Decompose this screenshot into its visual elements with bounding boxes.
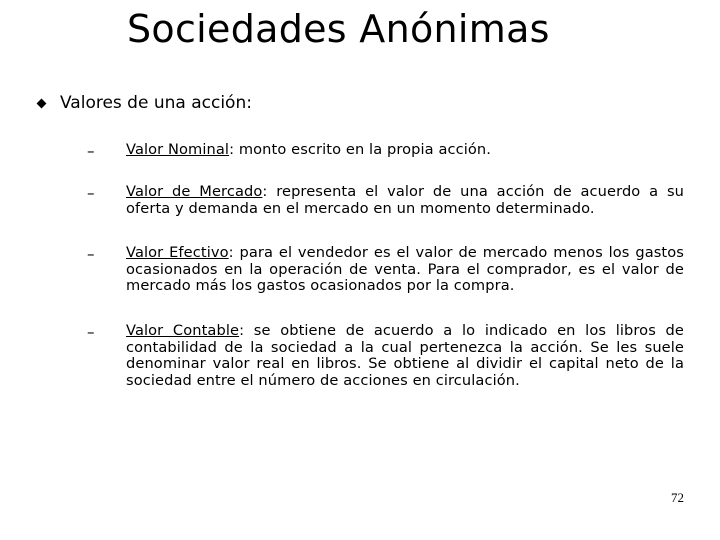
term-description: : para el vendedor es el valor de mercado menos los gastos ocasionados en la operación de venta. Para el comprador, es el valor de mercado más los gastos ocasionados por la compra. bbox=[126, 244, 684, 294]
diamond-bullet-icon bbox=[37, 98, 47, 108]
term-description: : se obtiene de acuerdo a lo indicado en los libros de contabilidad de la sociedad a la cual pertenezca la acción. Se les suele denominar valor real en libros. Se obtiene al dividir el capital neto de la sociedad entre el número de acciones en circulación. bbox=[126, 322, 684, 389]
term-label: Valor Efectivo bbox=[126, 244, 229, 261]
main-bullet-text: Valores de una acción: bbox=[60, 93, 252, 113]
main-bullet bbox=[38, 90, 252, 116]
term-label: Valor de Mercado bbox=[126, 183, 263, 200]
term-label: Valor Contable bbox=[126, 322, 240, 339]
term-label: Valor Nominal bbox=[126, 141, 230, 158]
list-item-text bbox=[126, 323, 684, 389]
page-number: 72 bbox=[671, 490, 684, 505]
term-description: : monto escrito en la propia acción. bbox=[229, 141, 492, 158]
term-description: : representa el valor de una acción de acuerdo a su oferta y demanda en el mercado en un momento determinado. bbox=[126, 183, 685, 217]
slide-title: Sociedades Anónimas bbox=[127, 7, 550, 51]
dash-marker: – bbox=[87, 245, 95, 263]
dash-marker: – bbox=[87, 184, 95, 202]
dash-marker: – bbox=[87, 323, 95, 341]
list-item-text bbox=[126, 142, 684, 159]
list-item-text bbox=[126, 184, 684, 217]
list-item-text bbox=[126, 245, 684, 295]
dash-marker: – bbox=[87, 142, 95, 160]
